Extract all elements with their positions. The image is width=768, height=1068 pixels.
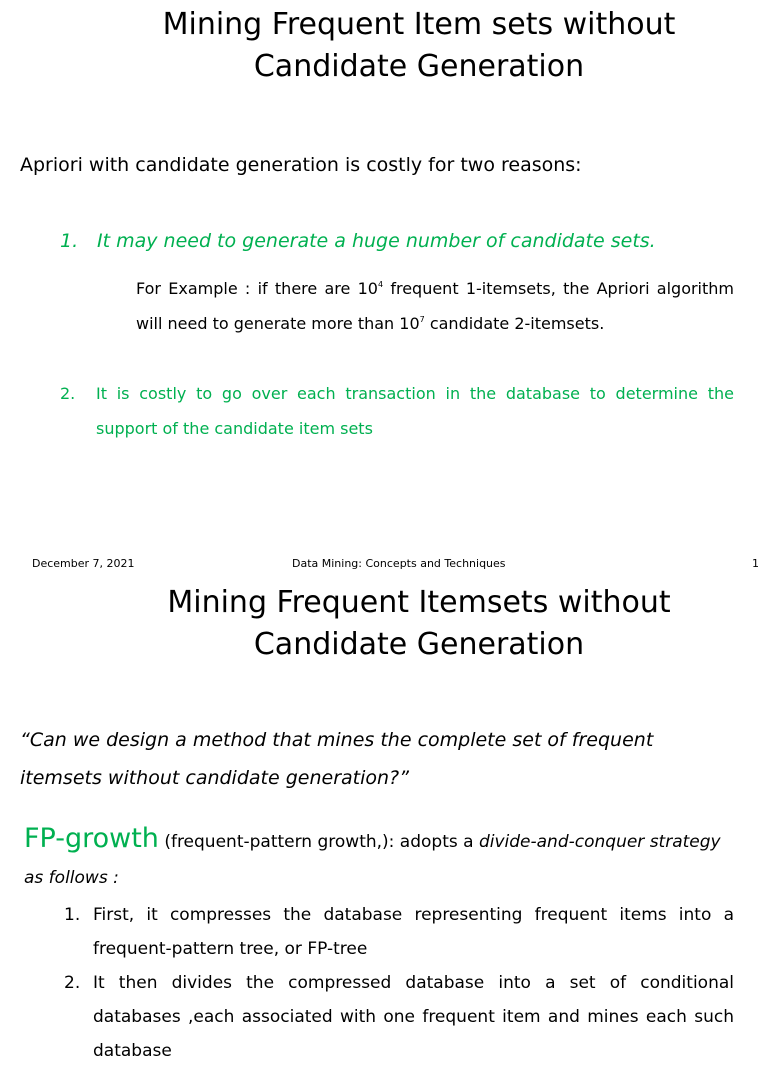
slide-1-title-line-1: Mining Frequent Item sets without [162,7,676,42]
example-text-part-3: candidate 2-itemsets. [424,314,605,333]
slide-1-title-line-2: Candidate Generation [253,49,585,84]
intro-text: Apriori with candidate generation is costly for two reasons: [20,154,582,176]
reason-2 [60,376,734,446]
example-exponent-2: 7 [419,315,425,324]
slide-2 [0,580,768,1061]
example-paragraph [136,271,734,341]
reason-2-number: 2. [60,384,76,403]
reason-1-text: It may need to generate a huge number of candidate sets. [97,230,656,252]
list-item [62,898,734,966]
slide-1-title [70,4,768,88]
footer-page-number: 1 [752,557,759,570]
reason-1-number: 1. [60,230,79,252]
fp-growth-paragraph [24,821,740,896]
step-2-text: It then divides the compressed database into a set of conditional databases ,each associated with one frequent item and mines each such database [93,973,734,1061]
example-exponent-1: 4 [377,280,384,289]
step-1-number: 1. [64,905,81,925]
list-item [62,966,734,1068]
reason-2-text: It is costly to go over each transaction in the database to determine the support of the candidate item sets [96,384,734,438]
example-text-part-2: frequent 1-itemsets, the Apriori algorithm will need to generate more than 10 [136,279,735,333]
fp-growth-follows: as follows : [24,868,119,888]
step-1-text: First, it compresses the database representing frequent items into a frequent-pattern tree, or FP-tree [93,905,734,959]
footer-course-title: Data Mining: Concepts and Techniques [292,557,506,570]
question-text: “Can we design a method that mines the complete set of frequent itemsets without candidate generation?” [20,729,654,789]
slide-2-title-line-1: Mining Frequent Itemsets without [167,585,671,620]
step-2-number: 2. [64,973,81,993]
example-text-part-1: For Example : if there are 10 [136,279,378,298]
fp-growth-steps [62,898,734,1068]
fp-growth-term: FP-growth [24,823,159,854]
slide-2-title-line-2: Candidate Generation [253,627,585,662]
fp-growth-description: (frequent-pattern growth,): adopts a [158,832,479,852]
fp-growth-strategy: divide-and-conquer strategy [478,832,721,852]
slide-2-title [70,582,768,666]
footer-date: December 7, 2021 [32,557,135,570]
